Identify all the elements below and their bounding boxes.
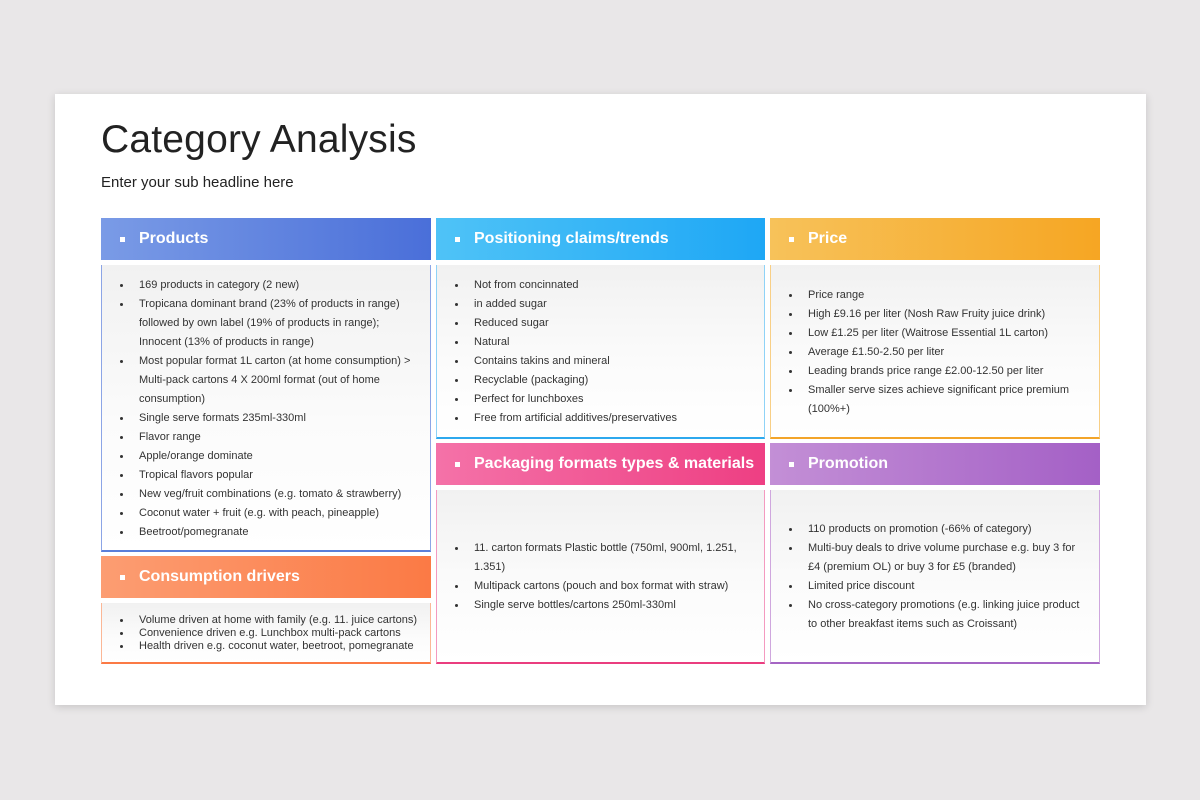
list-item: Volume driven at home with family (e.g. 11. juice cartons)	[117, 614, 418, 627]
list-item: Apple/orange dominate	[117, 447, 418, 466]
price-card	[770, 218, 1100, 439]
price-list	[786, 286, 1087, 419]
products-list	[117, 276, 418, 542]
price-header	[770, 218, 1100, 260]
packaging-card	[436, 443, 765, 664]
list-item: Not from concinnated	[452, 276, 752, 295]
promotion-body	[770, 490, 1100, 664]
list-item: Limited price discount	[786, 577, 1087, 596]
packaging-header	[436, 443, 765, 485]
list-item: Tropicana dominant brand (23% of products in range) followed by own label (19% of products in range); Innocent (13% of products in range)	[117, 295, 418, 352]
list-item: Flavor range	[117, 428, 418, 447]
bullet-square-icon	[120, 575, 125, 580]
list-item: Perfect for lunchboxes	[452, 390, 752, 409]
positioning-list	[452, 276, 752, 428]
list-item: Average £1.50-2.50 per liter	[786, 343, 1087, 362]
bullet-square-icon	[789, 462, 794, 467]
list-item: Beetroot/pomegranate	[117, 523, 418, 542]
slide	[55, 94, 1146, 705]
consumption-body	[101, 603, 431, 664]
consumption-title: Consumption drivers	[139, 568, 300, 585]
positioning-card	[436, 218, 765, 439]
products-card	[101, 218, 431, 552]
list-item: Low £1.25 per liter (Waitrose Essential 1L carton)	[786, 324, 1087, 343]
list-item: Reduced sugar	[452, 314, 752, 333]
list-item: Free from artificial additives/preservatives	[452, 409, 752, 428]
bullet-square-icon	[455, 462, 460, 467]
list-item: Multi-buy deals to drive volume purchase e.g. buy 3 for £4 (premium OL) or buy 3 for £5 (branded)	[786, 539, 1087, 577]
list-item: Convenience driven e.g. Lunchbox multi-pack cartons	[117, 627, 418, 640]
bullet-square-icon	[455, 237, 460, 242]
promotion-list	[786, 520, 1087, 634]
page-subtitle: Enter your sub headline here	[101, 174, 294, 191]
consumption-header	[101, 556, 431, 598]
promotion-header	[770, 443, 1100, 485]
list-item: High £9.16 per liter (Nosh Raw Fruity juice drink)	[786, 305, 1087, 324]
list-item: Recyclable (packaging)	[452, 371, 752, 390]
list-item: Leading brands price range £2.00-12.50 per liter	[786, 362, 1087, 381]
list-item: Natural	[452, 333, 752, 352]
list-item: Smaller serve sizes achieve significant price premium (100%+)	[786, 381, 1087, 419]
packaging-body	[436, 490, 765, 664]
list-item: in added sugar	[452, 295, 752, 314]
page-title: Category Analysis	[101, 118, 417, 161]
list-item: Price range	[786, 286, 1087, 305]
list-item: New veg/fruit combinations (e.g. tomato & strawberry)	[117, 485, 418, 504]
positioning-header	[436, 218, 765, 260]
list-item: Single serve formats 235ml-330ml	[117, 409, 418, 428]
list-item: 110 products on promotion (-66% of category)	[786, 520, 1087, 539]
packaging-title: Packaging formats types & materials	[474, 455, 755, 472]
list-item: Contains takins and mineral	[452, 352, 752, 371]
price-title: Price	[808, 230, 848, 247]
list-item: Single serve bottles/cartons 250ml-330ml	[452, 596, 752, 615]
list-item: No cross-category promotions (e.g. linking juice product to other breakfast items such as Croissant)	[786, 596, 1087, 634]
list-item: 11. carton formats Plastic bottle (750ml, 900ml, 1.251, 1.351)	[452, 539, 752, 577]
price-body	[770, 265, 1100, 439]
products-header	[101, 218, 431, 260]
list-item: Most popular format 1L carton (at home consumption) > Multi-pack cartons 4 X 200ml format (out of home consumption)	[117, 352, 418, 409]
consumption-card	[101, 556, 431, 664]
list-item: Multipack cartons (pouch and box format with straw)	[452, 577, 752, 596]
bullet-square-icon	[789, 237, 794, 242]
positioning-title: Positioning claims/trends	[474, 230, 669, 247]
products-body	[101, 265, 431, 552]
positioning-body	[436, 265, 765, 439]
list-item: Tropical flavors popular	[117, 466, 418, 485]
promotion-card	[770, 443, 1100, 664]
consumption-list	[117, 614, 418, 653]
list-item: Coconut water + fruit (e.g. with peach, pineapple)	[117, 504, 418, 523]
list-item: 169 products in category (2 new)	[117, 276, 418, 295]
products-title: Products	[139, 230, 209, 247]
promotion-title: Promotion	[808, 455, 888, 472]
bullet-square-icon	[120, 237, 125, 242]
list-item: Health driven e.g. coconut water, beetroot, pomegranate	[117, 640, 418, 653]
packaging-list	[452, 539, 752, 615]
